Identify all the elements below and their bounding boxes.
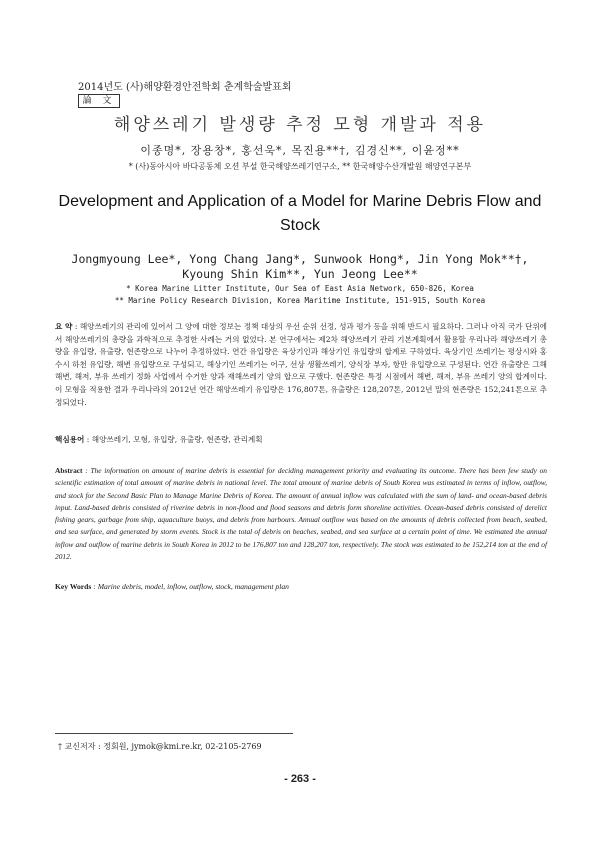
korean-abstract: [55, 321, 547, 409]
english-title: Development and Application of a Model for Marine Debris Flow and Stock: [58, 193, 542, 234]
korean-keywords-label: 핵심용어: [55, 435, 85, 444]
english-authors-line1: Jongmyoung Lee*, Yong Chang Jang*, Sunwook Hong*, Jin Yong Mok**†,: [71, 252, 529, 266]
korean-abstract-label: 요 약: [55, 322, 73, 331]
korean-abstract-text: : 해양쓰레기의 관리에 있어서 그 양에 대한 정보는 정책 대상의 우선 순위 선정, 성과 평가 등을 위해 반드시 필요하다. 그러나 아직 국가 단위에서 해양쓰레기의 총량을 과학적으로 추정한 사례는 거의 없었다. 본 연구에서는 제2차 해양쓰레기 관리 기본계획에서 활용할 우리나라 해양쓰레기 총량을 유입량, 유출량, 현존량으로 나누어 추정하였다. 연간 유입량은 육상기인과 해상기인 유입량의 합계로 구하였다. 육상기인 쓰레기는 평상시와 홍수시 하천 유입량, 해변 유입량으로 구성되고, 해상기인 쓰레기는 어구, 선상 생활쓰레기, 양식장 부자, 항만 유입량으로 구성된다. 연간 유출량은 그해 해변, 해저, 부유 쓰레기 정화 사업에서 수거한 양과 재해쓰레기 양의 합으로 구했다. 현존량은 특정 시점에서 해변, 해저, 부유 쓰레기 양의 합계이다. 이 모형을 적용한 결과 우리나라의 2012년 연간 해양쓰레기 유입량은 176,807톤, 유출량은 128,207톤, 2012년 말의 현존량은 152,241톤으로 추정되었다.: [55, 322, 547, 407]
english-keywords-label: Key Words: [55, 582, 92, 591]
conference-header: 2014년도 (사)해양환경안전학회 춘계학술발표회: [78, 82, 292, 93]
corresponding-author-footnote: † 교신저자 : 정회원, jymok@kmi.re.kr, 02-2105-2769: [58, 742, 262, 751]
footnote-divider: [55, 733, 293, 734]
korean-keywords-text: : 해양쓰레기, 모형, 유입량, 유출량, 현존량, 관리계획: [86, 435, 263, 444]
english-keywords-text: : Marine debris, model, inflow, outflow, stock, management plan: [93, 582, 289, 591]
english-authors-line2: Kyoung Shin Kim**, Yun Jeong Lee**: [182, 267, 418, 281]
korean-keywords: [55, 434, 547, 447]
english-abstract: [55, 465, 547, 563]
page-number: - 263 -: [284, 773, 316, 785]
article-type-box: 論 文: [78, 94, 120, 108]
english-affiliation-2: ** Marine Policy Research Division, Korea Maritime Institute, 151-915, South Korea: [114, 296, 486, 305]
english-abstract-text: : The information on amount of marine debris is essential for deciding management priority and evaluating its outcome. There has been few study on scientific estimation of total amount of marine debris in national level. The total amount of marine debris of South Korea was estimated in terms of inflow, outflow, and stock for the Second Basic Plan to Manage Marine Debris of Korea. The amount of annual inflow was calculated with the sum of land- and ocean-based debris input. Land-based debris consisted of riverine debris in non-flood and flood seasons and debris form shoreline activities. Ocean-based debris consisted of derelict fishing gears, garbage from ship, aquaculture buoys, and debris from harbours. Annual outflow was based on the amounts of debris collected from beach, seabed, and sea surface, and generated by storm events. Stock is the total of debris on beaches, seabed, and sea surface at a certain point of time. We estimated the annual inflow and outflow of marine debris in South Korea in 2012 to be 176,807 ton and 128,207 ton, respectively. The stock was estimated to be 152,214 ton at the end of 2012.: [55, 466, 547, 562]
english-authors: [40, 252, 560, 282]
korean-affiliation: * (사)동아시아 바다공동체 오션 부설 한국해양쓰레기연구소, ** 한국해양수산개발원 해양연구본부: [128, 162, 472, 171]
english-affiliation-1: * Korea Marine Litter Institute, Our Sea of East Asia Network, 650-826, Korea: [126, 284, 474, 293]
korean-authors: 이종명*, 장용창*, 홍선욱*, 목진용**†, 김경신**, 이윤정**: [140, 144, 460, 157]
english-keywords: [55, 582, 547, 591]
english-abstract-label: Abstract: [55, 466, 83, 475]
korean-title: 해양쓰레기 발생량 추정 모형 개발과 적용: [113, 115, 487, 135]
